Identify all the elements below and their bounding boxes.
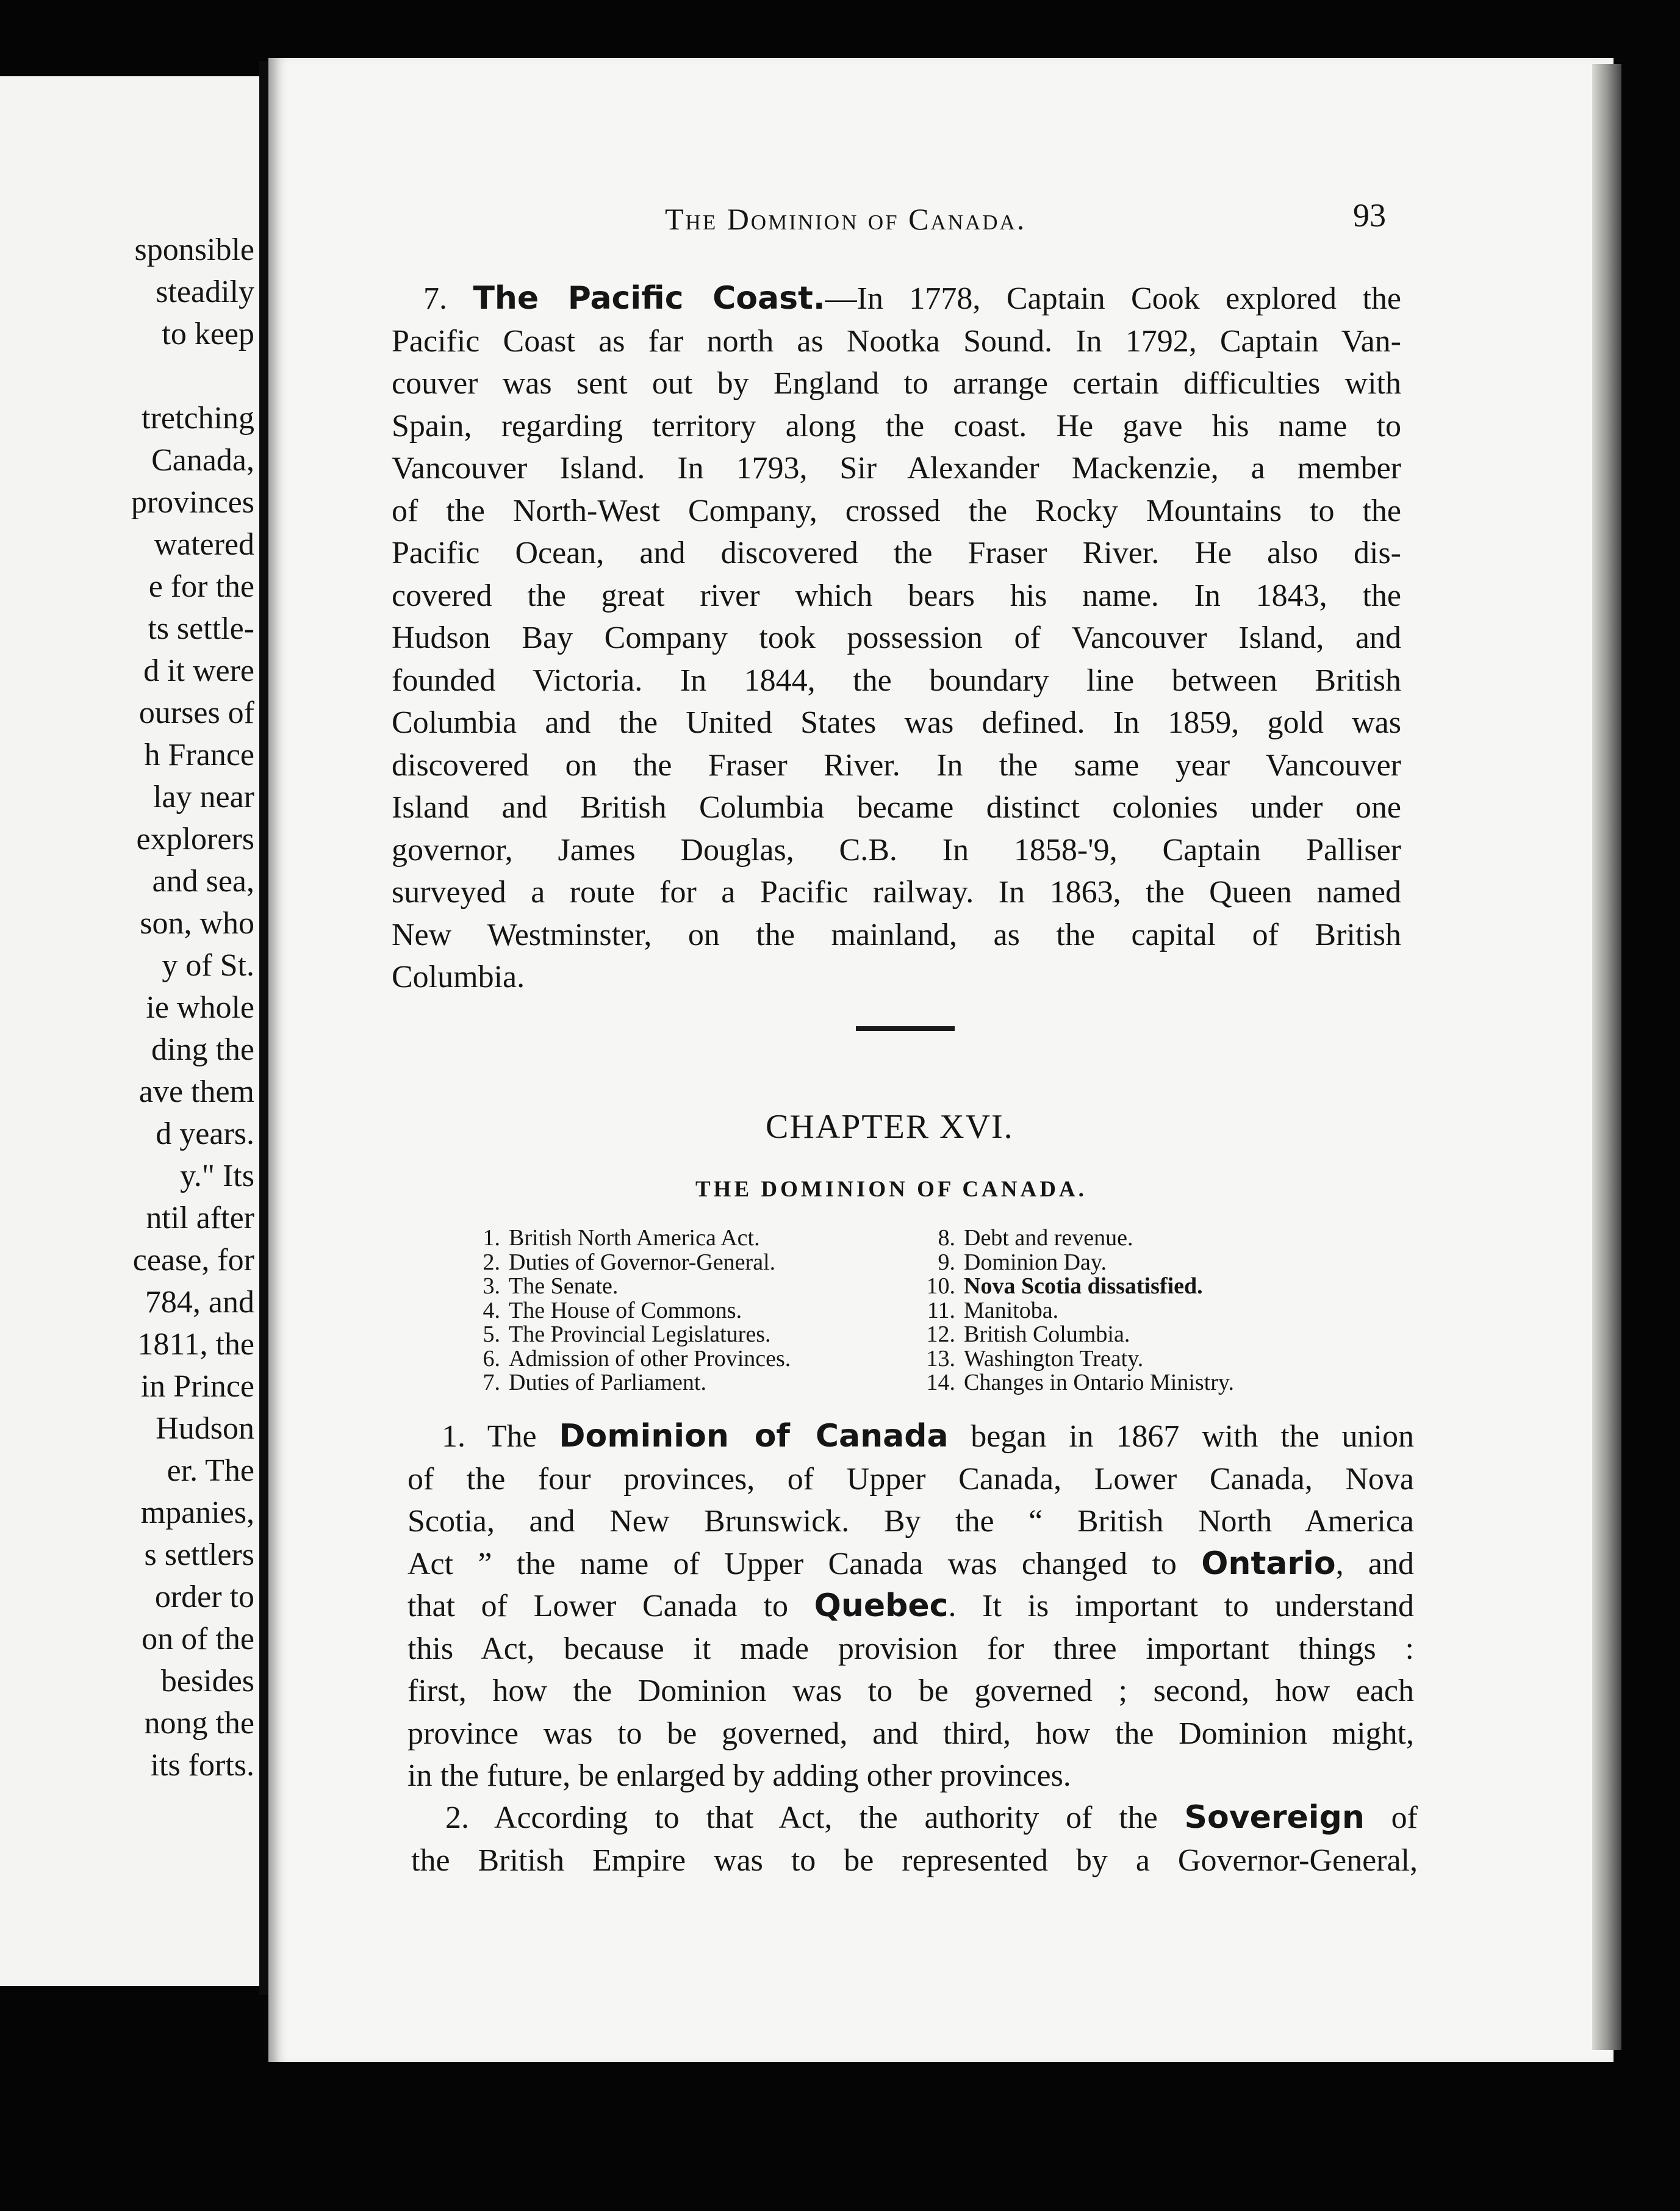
section-pacific-coast: [392, 278, 1401, 999]
toc-item: 3. The Senate.: [483, 1273, 619, 1299]
text-line: 1. The Dominion of Canada began in 1867 with the union: [442, 1418, 1414, 1454]
left-page-text-fragment: its forts.: [150, 1748, 254, 1783]
emphasis-ontario: Ontario: [1201, 1545, 1336, 1582]
left-page-text-fragment: explorers: [136, 822, 254, 857]
left-page-text-fragment: steadily: [156, 275, 254, 309]
section-number: 7.: [423, 281, 447, 316]
text-line: Columbia and the United States was defined. In 1859, gold was: [392, 705, 1401, 740]
text-line: the British Empire was to be represented by a Governor-General,: [411, 1842, 1418, 1878]
text-line: Pacific Coast as far north as Nootka Sound. In 1792, Captain Van-: [392, 323, 1401, 359]
left-page-text-fragment: sponsible: [134, 232, 254, 267]
left-page-text-fragment: lay near: [153, 780, 254, 814]
left-page-text-fragment: ie whole: [146, 990, 254, 1025]
text-line: that of Lower Canada to Quebec. It is important to understand: [407, 1587, 1414, 1624]
text-line: Hudson Bay Company took possession of Vancouver Island, and: [392, 620, 1401, 655]
left-page-text-fragment: y." Its: [180, 1159, 254, 1193]
text-line: New Westminster, on the mainland, as the capital of British: [392, 917, 1401, 952]
left-page-text-fragment: watered: [154, 527, 254, 562]
left-page-text-fragment: er. The: [167, 1453, 254, 1488]
toc-item: 2. Duties of Governor-General.: [483, 1249, 776, 1275]
text-line: province was to be governed, and third, how the Dominion might,: [407, 1716, 1414, 1751]
toc-item: 1. British North America Act.: [483, 1225, 760, 1251]
page-edge: [1592, 64, 1621, 2050]
text-line: couver was sent out by England to arrange certain difficulties with: [392, 366, 1401, 401]
left-page-text-fragment: to keep: [162, 317, 254, 351]
text-line: discovered on the Fraser River. In the same year Vancouver: [392, 747, 1401, 783]
left-page-text-fragment: tretching: [142, 401, 254, 436]
toc-right-column: [920, 1226, 1234, 1395]
left-page-text-fragment: ding the: [151, 1032, 254, 1067]
left-page-text-fragment: mpanies,: [140, 1495, 254, 1530]
left-page-text-fragment: 784, and: [145, 1285, 254, 1320]
left-page-text-fragment: besides: [160, 1664, 254, 1699]
left-page-text-fragment: d years.: [156, 1116, 254, 1151]
left-page-text-fragment: cease, for: [132, 1243, 254, 1278]
toc-item: 5. The Provincial Legislatures.: [483, 1321, 771, 1347]
toc-item: 6. Admission of other Provinces.: [483, 1345, 791, 1372]
toc-item: 7. Duties of Parliament.: [483, 1370, 706, 1395]
toc-item: 8. Debt and revenue.: [938, 1225, 1133, 1251]
left-page-text-fragment: y of St.: [162, 948, 254, 983]
left-page-text-fragment: ts settle-: [148, 611, 254, 646]
text-line: Island and British Columbia became distinct colonies under one: [392, 790, 1401, 825]
left-page-text-fragment: provinces: [131, 485, 254, 520]
emphasis-quebec: Quebec: [814, 1587, 949, 1624]
text-line: 2. According to that Act, the authority of the Sovereign of: [445, 1799, 1418, 1836]
left-page-text-fragment: ave them: [138, 1074, 254, 1109]
paragraph-2: [411, 1797, 1418, 1882]
text-line: of the North-West Company, crossed the Rocky Mountains to the: [392, 493, 1401, 528]
toc-item: 14. Changes in Ontario Ministry.: [926, 1370, 1234, 1395]
text-line: [392, 278, 1401, 320]
emphasis-sovereign: Sovereign: [1184, 1799, 1365, 1836]
toc-left-column: [465, 1226, 791, 1395]
section-divider-rule: [856, 1026, 955, 1031]
text-line: first, how the Dominion was to be governed ; second, how each: [407, 1674, 1414, 1708]
left-page-text-fragment: s settlers: [144, 1537, 254, 1572]
left-page-text-fragment: on of the: [142, 1622, 254, 1656]
left-page-fragment: [0, 76, 259, 1986]
left-page-text-fragment: h France: [144, 738, 254, 772]
text-line: Spain, regarding territory along the coast. He gave his name to: [392, 408, 1401, 444]
text-line: Columbia.: [392, 960, 525, 994]
toc-item: 4. The House of Commons.: [483, 1297, 742, 1323]
page-number: 93: [1353, 197, 1386, 234]
left-page-text-fragment: nong the: [144, 1706, 254, 1741]
toc-item: 10. Nova Scotia dissatisfied.: [926, 1273, 1203, 1299]
emphasis-dominion-of-canada: Dominion of Canada: [559, 1418, 949, 1454]
text-line-content: —In 1778, Captain Cook explored the: [825, 281, 1401, 316]
left-page-text-fragment: e for the: [148, 569, 254, 604]
left-page-text-fragment: 1811, the: [137, 1327, 254, 1362]
left-page-text-fragment: Canada,: [151, 443, 254, 478]
chapter-subtitle: THE DOMINION OF CANADA.: [695, 1177, 1087, 1202]
left-page-text-fragment: ntil after: [146, 1201, 254, 1235]
text-line: covered the great river which bears his name. In 1843, the: [392, 578, 1401, 613]
paragraph-1: [407, 1415, 1414, 1797]
section-heading: The Pacific Coast.: [473, 280, 825, 317]
text-line: this Act, because it made provision for three important things :: [407, 1631, 1414, 1666]
text-line: Act ” the name of Upper Canada was changed to Ontario, and: [407, 1545, 1414, 1582]
toc-item: 12. British Columbia.: [926, 1321, 1130, 1347]
left-page-text-fragment: in Prince: [140, 1369, 254, 1404]
text-line: Scotia, and New Brunswick. By the “ British North America: [407, 1504, 1414, 1539]
left-page-text-fragment: and sea,: [152, 864, 254, 899]
text-line: of the four provinces, of Upper Canada, Lower Canada, Nova: [407, 1461, 1414, 1497]
toc-item: 9. Dominion Day.: [938, 1249, 1107, 1275]
toc-item: 11. Manitoba.: [927, 1297, 1059, 1323]
left-page-text-fragment: ourses of: [138, 696, 254, 730]
text-line: in the future, be enlarged by adding other provinces.: [407, 1758, 1071, 1793]
toc-item: 13. Washington Treaty.: [926, 1345, 1144, 1372]
chapter-title: CHAPTER XVI.: [766, 1108, 1014, 1146]
text-line: governor, James Douglas, C.B. In 1858-'9, Captain Palliser: [392, 832, 1401, 868]
left-page-text-fragment: son, who: [140, 906, 254, 941]
text-line: Vancouver Island. In 1793, Sir Alexander Mackenzie, a member: [392, 451, 1401, 486]
left-page-text-fragment: order to: [154, 1580, 254, 1614]
left-page-text-fragment: Hudson: [156, 1411, 254, 1446]
left-page-text-fragment: d it were: [143, 653, 254, 688]
text-line: Pacific Ocean, and discovered the Fraser River. He also dis-: [392, 536, 1401, 570]
running-head: The Dominion of Canada.: [665, 202, 1027, 236]
text-line: surveyed a route for a Pacific railway. In 1863, the Queen named: [392, 875, 1401, 910]
text-line: founded Victoria. In 1844, the boundary line between British: [392, 663, 1401, 698]
